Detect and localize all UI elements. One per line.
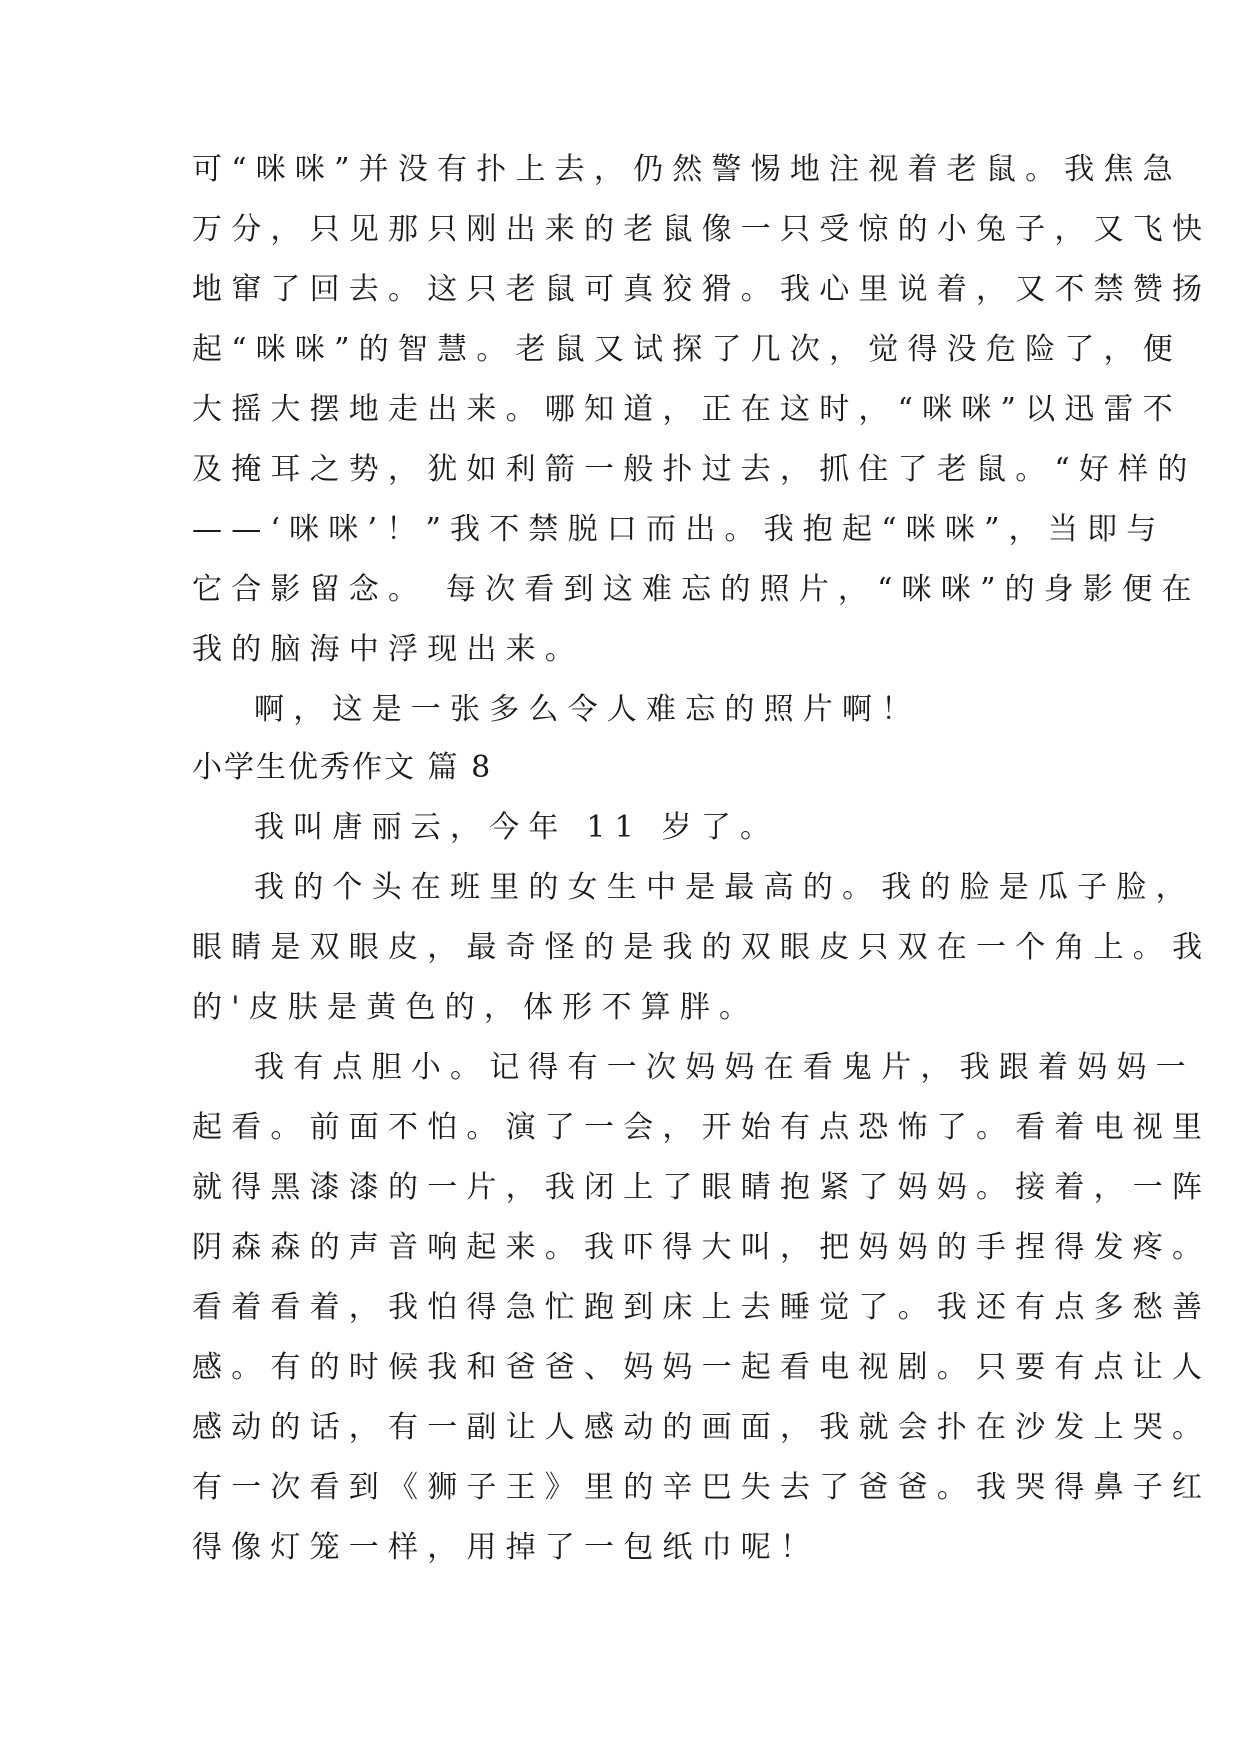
text-line: 及掩耳之势，犹如利箭一般扑过去，抓住了老鼠。“好样的 <box>192 452 1197 487</box>
text-line: 可“咪咪”并没有扑上去，仍然警惕地注视着老鼠。我焦急 <box>192 152 1182 187</box>
section-heading: 小学生优秀作文 篇 8 <box>192 750 493 785</box>
text-line: 感。有的时候我和爸爸、妈妈一起看电视剧。只要有点让人 <box>192 1350 1212 1385</box>
text-line: 起看。前面不怕。演了一会，开始有点恐怖了。看着电视里 <box>192 1110 1212 1145</box>
text-line: 阴森森的声音响起来。我吓得大叫，把妈妈的手捏得发疼。 <box>192 1230 1212 1265</box>
text-line: 感动的话，有一副让人感动的画面，我就会扑在沙发上哭。 <box>192 1410 1212 1445</box>
text-line: 我叫唐丽云，今年 11 岁了。 <box>254 810 780 845</box>
text-line: 眼睛是双眼皮，最奇怪的是我的双眼皮只双在一个角上。我 <box>192 930 1212 965</box>
text-line: 我有点胆小。记得有一次妈妈在看鬼片，我跟着妈妈一 <box>254 1050 1195 1085</box>
text-line: 起“咪咪”的智慧。老鼠又试探了几次，觉得没危险了，便 <box>192 332 1182 367</box>
text-line: 它合影留念。 每次看到这难忘的照片，“咪咪”的身影便在 <box>192 572 1201 607</box>
text-line: 就得黑漆漆的一片，我闭上了眼睛抱紧了妈妈。接着，一阵 <box>192 1170 1212 1205</box>
text-line: 地窜了回去。这只老鼠可真狡猾。我心里说着，又不禁赞扬 <box>192 272 1212 307</box>
text-line: 的'皮肤是黄色的，体形不算胖。 <box>192 990 759 1025</box>
text-line: ——‘咪咪’！”我不禁脱口而出。我抱起“咪咪”，当即与 <box>192 512 1166 547</box>
text-line: 看着看着，我怕得急忙跑到床上去睡觉了。我还有点多愁善 <box>192 1290 1212 1325</box>
text-line: 得像灯笼一样，用掉了一包纸巾呢！ <box>192 1530 820 1565</box>
text-line: 万分，只见那只刚出来的老鼠像一只受惊的小兔子，又飞快 <box>192 212 1212 247</box>
text-line: 大摇大摆地走出来。哪知道，正在这时，“咪咪”以迅雷不 <box>192 392 1182 427</box>
text-line: 我的脑海中浮现出来。 <box>192 632 584 667</box>
text-line: 啊，这是一张多么令人难忘的照片啊！ <box>254 692 921 727</box>
text-line: 我的个头在班里的女生中是最高的。我的脸是瓜子脸， <box>254 870 1195 905</box>
text-line: 有一次看到《狮子王》里的辛巴失去了爸爸。我哭得鼻子红 <box>192 1470 1212 1505</box>
